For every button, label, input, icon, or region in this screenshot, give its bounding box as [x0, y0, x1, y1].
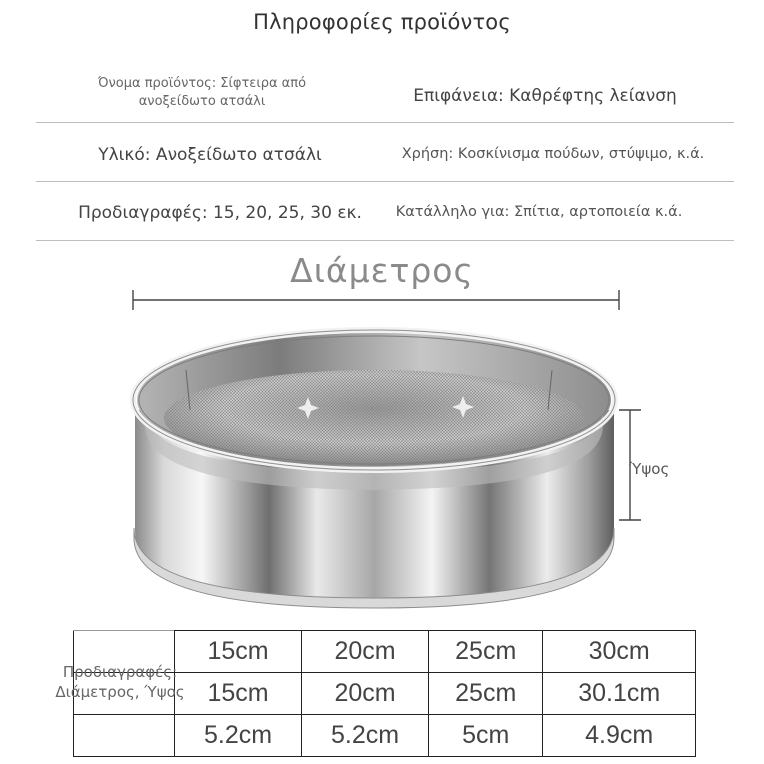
table-cell: 20cm [302, 673, 429, 715]
table-cell: 30.1cm [543, 673, 696, 715]
sieve-body [133, 330, 615, 608]
diameter-label: Διάμετρος [290, 251, 474, 290]
height-label: Ύψος [629, 460, 670, 478]
product-specs: Προδιαγραφές: 15, 20, 25, 30 εκ. [78, 203, 362, 223]
product-material: Υλικό: Ανοξείδωτο ατσάλι [98, 145, 322, 165]
spec-table-label: Προδιαγραφές: Διάμετρος, Ύψος [55, 663, 185, 701]
table-cell: 5.2cm [302, 715, 429, 757]
table-cell: 5.2cm [175, 715, 302, 757]
page-title: Πληροφορίες προϊόντος [253, 10, 511, 34]
product-usage: Χρήση: Κοσκίνισμα πούδων, στύψιμο, κ.ά. [401, 146, 705, 162]
table-header-cell [74, 715, 175, 757]
table-cell: 5cm [429, 715, 543, 757]
table-cell: 15cm [175, 631, 302, 673]
table-cell: 25cm [429, 631, 543, 673]
product-name: Όνομα προϊόντος: Σίφτειρα από ανοξείδωτο ατσάλι [97, 76, 307, 109]
table-cell: 15cm [175, 673, 302, 715]
product-suitable: Κατάλληλο για: Σπίτια, αρτοποιεία κ.ά. [395, 204, 683, 220]
table-cell: 30cm [543, 631, 696, 673]
table-cell: 25cm [429, 673, 543, 715]
diameter-dimension-line [133, 290, 619, 310]
product-surface: Επιφάνεια: Καθρέφτης λείανση [413, 86, 677, 106]
table-cell: 4.9cm [543, 715, 696, 757]
table-cell: 20cm [302, 631, 429, 673]
table-row [74, 715, 696, 757]
